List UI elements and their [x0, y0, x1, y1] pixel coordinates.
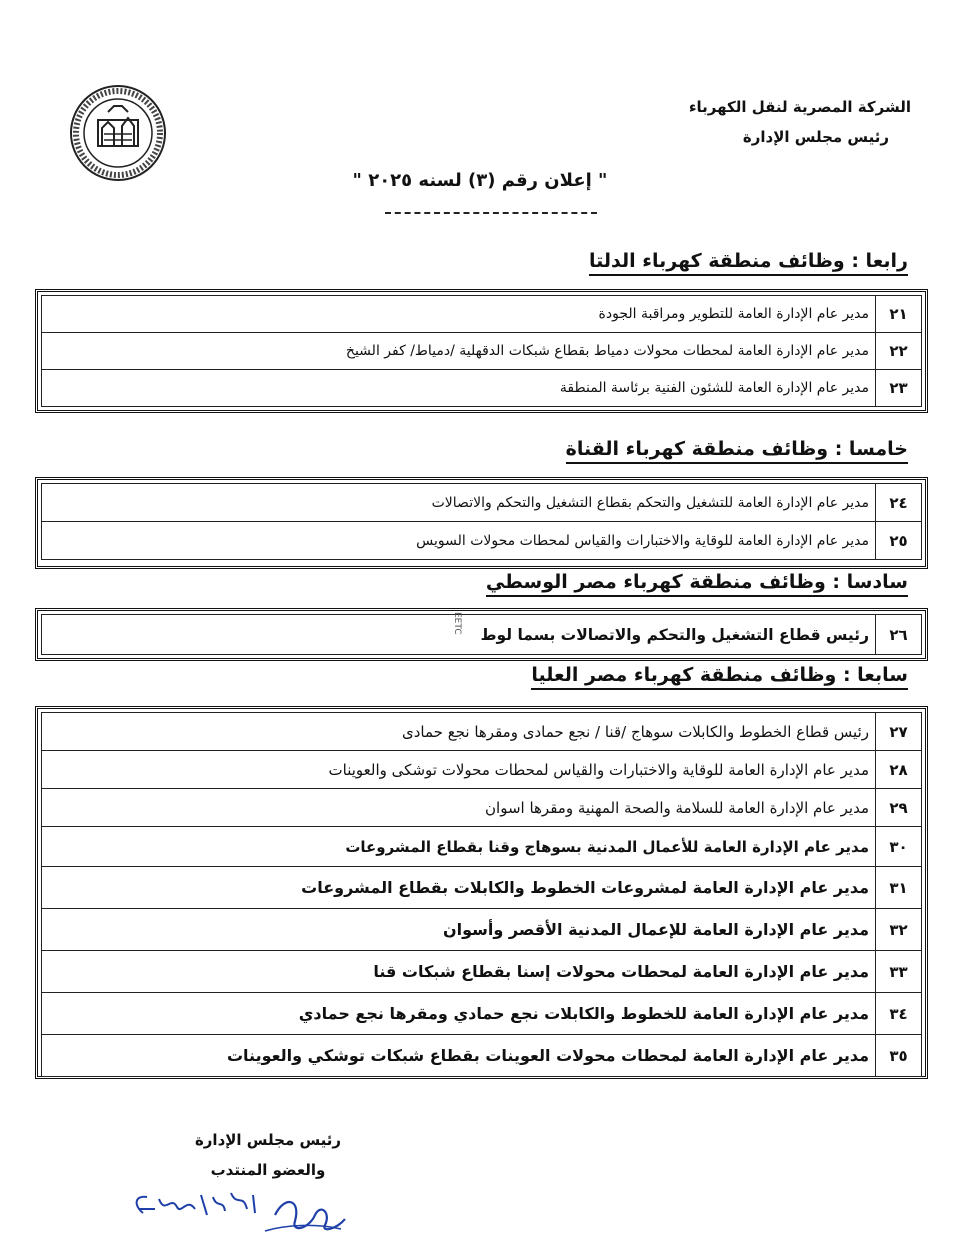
title-underline	[385, 212, 597, 214]
job-title: مدير عام الإدارة العامة للوقاية والاختبارات والقياس لمحطات محولات السويس	[42, 522, 876, 560]
table-row	[42, 370, 922, 407]
table-delta	[35, 289, 928, 413]
chairman-title: رئيس مجلس الإدارة	[742, 128, 889, 146]
job-title: مدير عام الإدارة العامة للتشغيل والتحكم بقطاع التشغيل والتحكم والاتصالات	[42, 484, 876, 522]
job-title: مدير عام الإدارة العامة لمحطات محولات دمياط بقطاع شبكات الدقهلية /دمياط/ كفر الشيخ	[42, 333, 876, 370]
table-row	[42, 296, 922, 333]
row-number: ٣٤	[876, 993, 922, 1035]
company-name: الشركة المصرية لنقل الكهرباء	[688, 98, 911, 116]
table-row	[42, 751, 922, 789]
table-row	[42, 789, 922, 827]
row-number: ٣١	[876, 867, 922, 909]
table-row	[42, 522, 922, 560]
table-canal	[35, 477, 928, 569]
table-row	[42, 615, 922, 655]
section-heading-delta: رابعا : وظائف منطقة كهرباء الدلتا	[589, 250, 908, 276]
signatory-title: رئيس مجلس الإدارة	[194, 1131, 342, 1149]
job-title: رئيس قطاع التشغيل والتحكم والاتصالات بسما لوط	[42, 615, 876, 655]
job-title: مدير عام الإدارة العامة للأعمال المدنية بسوهاج وقنا بقطاع المشروعات	[42, 827, 876, 867]
job-title: مدير عام الإدارة العامة لمحطات محولات إسنا بقطاع شبكات قنا	[42, 951, 876, 993]
table-row	[42, 1035, 922, 1077]
job-title: مدير عام الإدارة العامة لمشروعات الخطوط والكابلات بقطاع المشروعات	[42, 867, 876, 909]
row-number: ٢٨	[876, 751, 922, 789]
table-row	[42, 713, 922, 751]
job-title: مدير عام الإدارة العامة للشئون الفنية برئاسة المنطقة	[42, 370, 876, 407]
table-upper-egypt	[35, 706, 928, 1079]
table-row	[42, 909, 922, 951]
watermark: EETC	[452, 612, 462, 635]
row-number: ٣٠	[876, 827, 922, 867]
section-heading-canal: خامسا : وظائف منطقة كهرباء القناة	[566, 438, 908, 464]
row-number: ٢٥	[876, 522, 922, 560]
row-number: ٢٩	[876, 789, 922, 827]
signatory-role: والعضو المنتدب	[210, 1161, 326, 1179]
job-title: مدير عام الإدارة العامة للخطوط والكابلات نجع حمادي ومقرها نجع حمادي	[42, 993, 876, 1035]
jobs-table	[41, 712, 922, 1077]
row-number: ٢٢	[876, 333, 922, 370]
letterhead	[689, 92, 911, 152]
row-number: ٢٧	[876, 713, 922, 751]
job-title: مدير عام الإدارة العامة للإعمال المدنية الأقصر وأسوان	[42, 909, 876, 951]
signature-block	[173, 1125, 363, 1185]
table-row	[42, 867, 922, 909]
jobs-table	[41, 295, 922, 407]
row-number: ٣٢	[876, 909, 922, 951]
section-heading-middle-egypt: سادسا : وظائف منطقة كهرباء مصر الوسطي	[486, 571, 908, 597]
job-title: مدير عام الإدارة العامة للوقاية والاختبارات والقياس لمحطات محولات توشكى والعوينات	[42, 751, 876, 789]
table-row	[42, 827, 922, 867]
jobs-table	[41, 614, 922, 655]
row-number: ٣٥	[876, 1035, 922, 1077]
row-number: ٢٦	[876, 615, 922, 655]
job-title: مدير عام الإدارة العامة للسلامة والصحة المهنية ومقرها اسوان	[42, 789, 876, 827]
row-number: ٢١	[876, 296, 922, 333]
section-heading-upper-egypt: سابعا : وظائف منطقة كهرباء مصر العليا	[531, 664, 908, 690]
table-row	[42, 333, 922, 370]
row-number: ٢٣	[876, 370, 922, 407]
row-number: ٣٣	[876, 951, 922, 993]
job-title: مدير عام الإدارة العامة لمحطات محولات العوينات بقطاع شبكات توشكي والعوينات	[42, 1035, 876, 1077]
table-row	[42, 993, 922, 1035]
handwritten-signature	[125, 1185, 355, 1240]
jobs-table	[41, 483, 922, 560]
table-row	[42, 951, 922, 993]
job-title: رئيس قطاع الخطوط والكابلات سوهاج /قنا / نجع حمادى ومقرها نجع حمادى	[42, 713, 876, 751]
company-seal	[68, 82, 168, 184]
announcement-title: " إعلان رقم (٣) لسنه ٢٠٢٥ "	[352, 170, 608, 191]
table-row	[42, 484, 922, 522]
row-number: ٢٤	[876, 484, 922, 522]
job-title: مدير عام الإدارة العامة للتطوير ومراقبة الجودة	[42, 296, 876, 333]
table-middle-egypt	[35, 608, 928, 661]
